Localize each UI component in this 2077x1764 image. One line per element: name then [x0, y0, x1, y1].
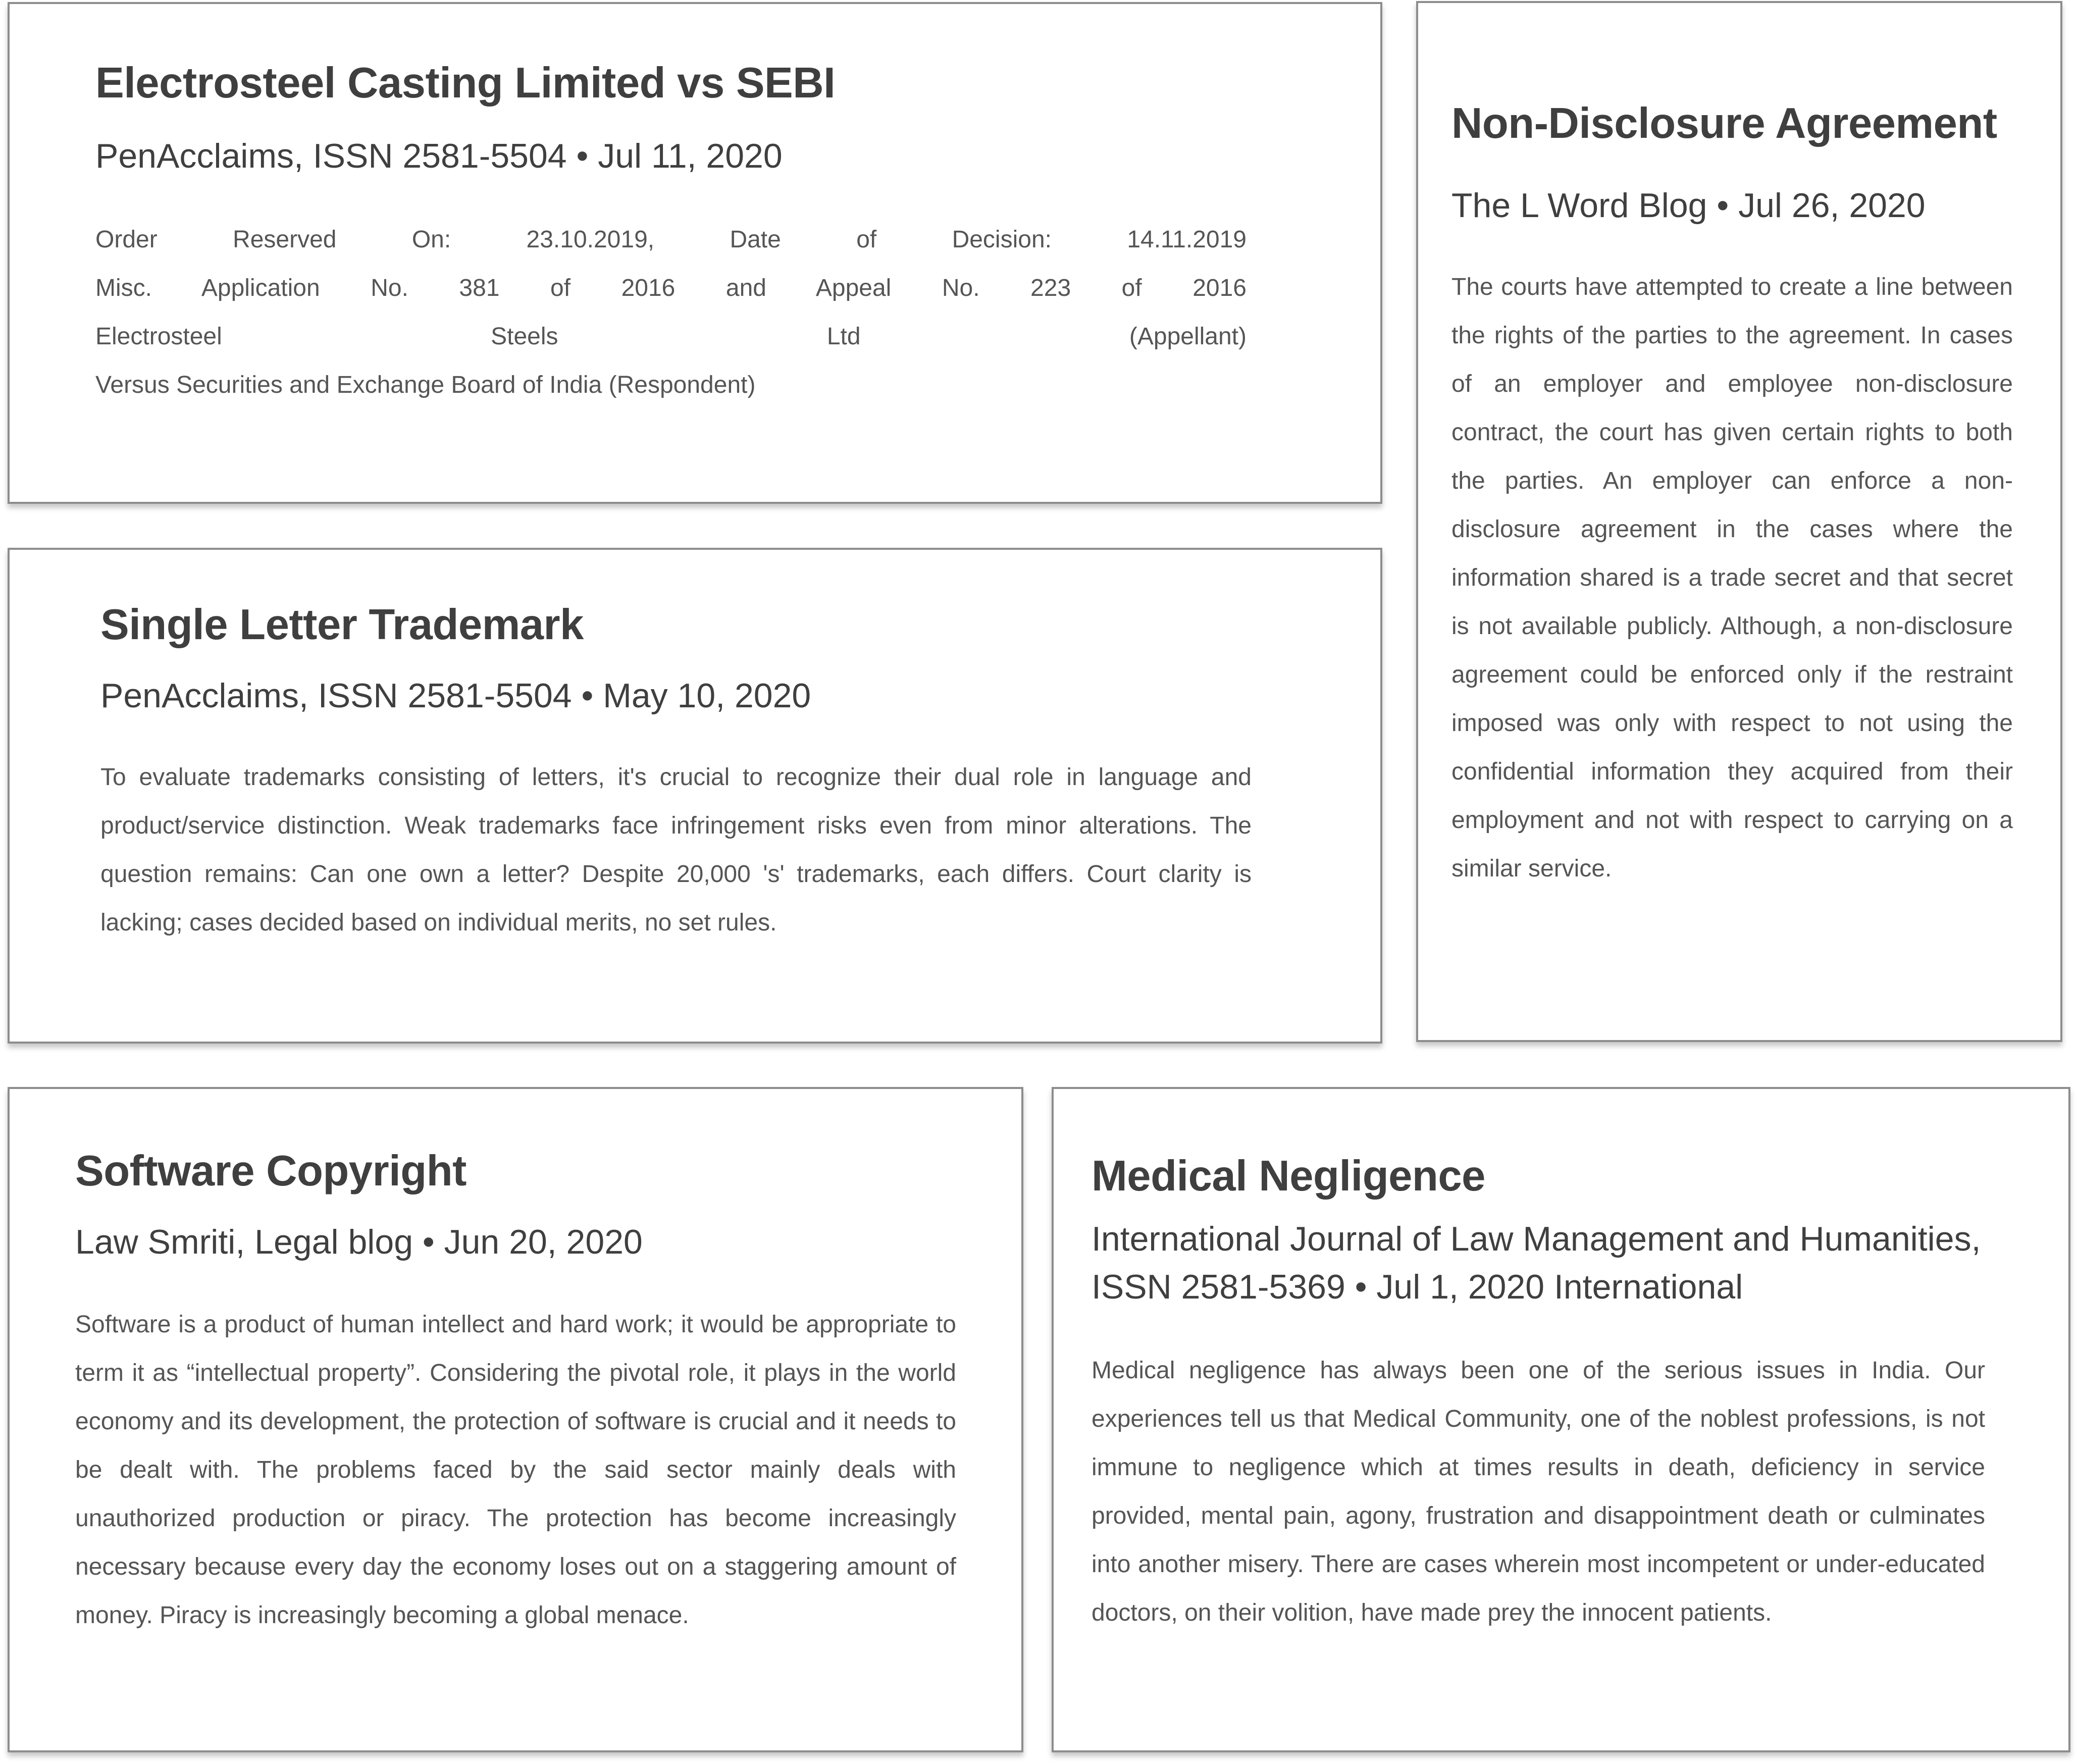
article-title[interactable]: Medical Negligence	[1092, 1152, 1485, 1200]
article-source-date: PenAcclaims, ISSN 2581-5504 • Jul 11, 2020	[95, 136, 783, 175]
article-source-date: International Journal of Law Management and Humanities, ISSN 2581-5369 • Jul 1, 2020 International	[1092, 1219, 1981, 1306]
article-card-single-letter-trademark[interactable]	[8, 548, 1382, 1044]
article-title[interactable]: Non-Disclosure Agreement	[1451, 99, 1997, 147]
article-source-date: The L Word Blog • Jul 26, 2020	[1451, 186, 1926, 225]
article-card-non-disclosure-agreement[interactable]	[1416, 1, 2062, 1042]
article-title[interactable]: Electrosteel Casting Limited vs SEBI	[95, 59, 836, 107]
article-title[interactable]: Single Letter Trademark	[100, 601, 584, 649]
article-card-content	[1092, 1152, 1985, 1637]
article-card-medical-negligence[interactable]	[1052, 1087, 2070, 1752]
article-excerpt: Medical negligence has always been one of the serious issues in India. Our experiences tell us that Medical Community, one of the noblest professions, is not immune to negligence which at times results in death, deficiency in service provided, mental pain, agony, frustration and disappointment death or culminates into another misery. There are cases wherein most incompetent or under-educated doctors, on their volition, have made prey the innocent patients.	[1092, 1357, 1985, 1626]
article-excerpt: To evaluate trademarks consisting of letters, it's crucial to recognize their dual role in language and product/service distinction. Weak trademarks face infringement risks even from minor alterations. The question remains: Can one own a letter? Despite 20,000 's' trademarks, each differs. Court clarity is lacking; cases decided based on individual merits, no set rules.	[100, 763, 1252, 936]
article-source-date: PenAcclaims, ISSN 2581-5504 • May 10, 2020	[100, 676, 811, 715]
article-card-electrosteel[interactable]	[8, 2, 1382, 504]
article-excerpt: Software is a product of human intellect and hard work; it would be appropriate to term it as “intellectual property”. Considering the pivotal role, it plays in the world economy and its development, the protection of software is crucial and it needs to be dealt with. The problems faced by the said sector mainly deals with unauthorized production or piracy. The protection has become increasingly necessary because every day the economy loses out on a staggering amount of money. Piracy is increasingly becoming a global menace.	[75, 1311, 956, 1629]
article-source-date: Law Smriti, Legal blog • Jun 20, 2020	[75, 1222, 643, 1261]
article-card-software-copyright[interactable]	[8, 1087, 1023, 1752]
article-excerpt	[95, 216, 1247, 409]
excerpt-line: Electrosteel Steels Ltd (Appellant)	[95, 323, 1247, 350]
excerpt-line: Order Reserved On: 23.10.2019, Date of Decision: 14.11.2019	[95, 226, 1247, 253]
article-card-content	[75, 1147, 956, 1640]
article-card-content	[1451, 99, 2013, 893]
article-card-content	[95, 59, 1247, 409]
article-excerpt: The courts have attempted to create a line between the rights of the parties to the agreement. In cases of an employer and employee non-disclosure contract, the court has given certain rights to both the parties. An employer can enforce a non-disclosure agreement in the cases where the information shared is a trade secret and that secret is not available publicly. Although, a non-disclosure agreement could be enforced only if the restraint imposed was only with respect to not using the confidential information they acquired from their employment and not with respect to carrying on a similar service.	[1451, 273, 2013, 882]
article-card-content	[100, 600, 1252, 947]
excerpt-line: Versus Securities and Exchange Board of India (Respondent)	[95, 371, 756, 398]
excerpt-line: Misc. Application No. 381 of 2016 and Appeal No. 223 of 2016	[95, 274, 1247, 301]
article-title[interactable]: Software Copyright	[75, 1147, 466, 1195]
